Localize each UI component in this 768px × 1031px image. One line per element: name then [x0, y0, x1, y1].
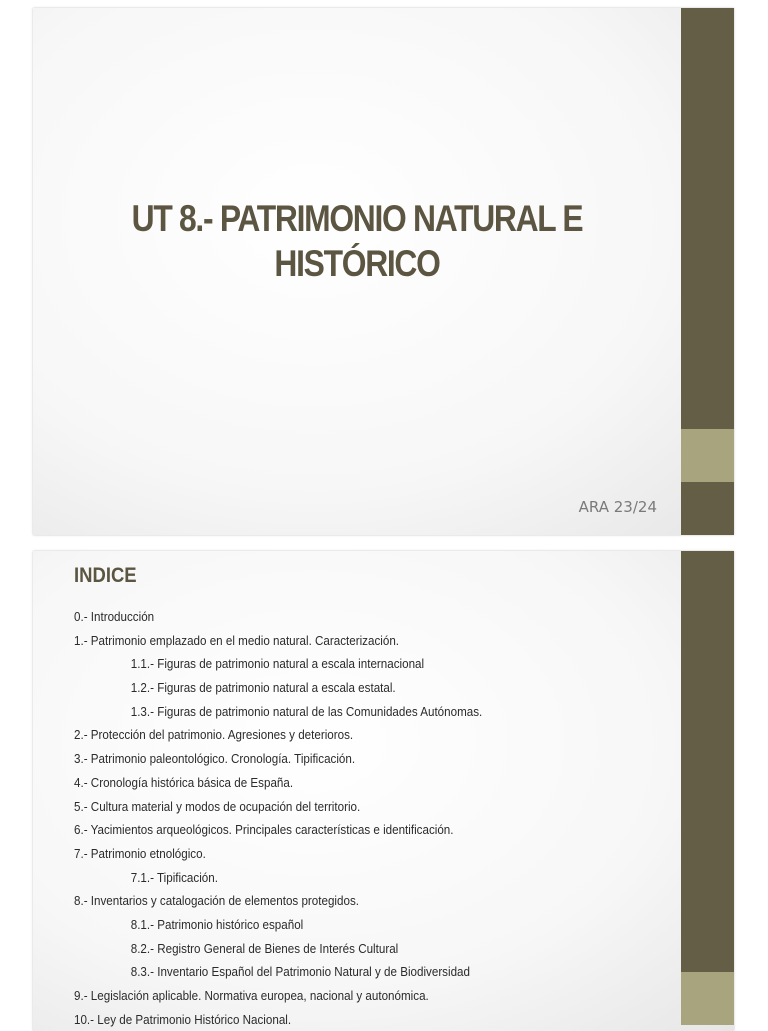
index-item: 4.- Cronología histórica básica de España. [74, 775, 294, 790]
index-item: 3.- Patrimonio paleontológico. Cronología. Tipificación. [74, 752, 356, 767]
slide-footer: ARA 23/24 [578, 498, 657, 516]
accent-bar-dark [681, 551, 734, 972]
accent-bar-dark [681, 482, 734, 535]
slide-title-line: HISTÓRICO [274, 243, 440, 284]
index-item: 5.- Cultura material y modos de ocupación del territorio. [74, 799, 361, 814]
index-item: 8.- Inventarios y catalogación de elementos protegidos. [74, 894, 359, 909]
index-item: 1.- Patrimonio emplazado en el medio natural. Caracterización. [74, 633, 400, 648]
index-slide [33, 551, 734, 1031]
title-slide [33, 8, 734, 535]
accent-bar-light [681, 429, 734, 482]
accent-bar-light [681, 972, 734, 1025]
index-list [74, 606, 513, 1031]
index-item: 0.- Introducción [74, 610, 155, 624]
index-subitem: 1.3.- Figuras de patrimonio natural de las Comunidades Autónomas. [130, 704, 483, 719]
index-subitem: 7.1.- Tipificación. [130, 870, 218, 885]
index-item: 2.- Protección del patrimonio. Agresiones y deterioros. [74, 728, 354, 743]
index-item: 10.- Ley de Patrimonio Histórico Nacional. [74, 1012, 292, 1027]
index-subitem: 8.2.- Registro General de Bienes de Interés Cultural [130, 941, 399, 956]
index-item: 7.- Patrimonio etnológico. [74, 846, 206, 861]
slide-title-line: UT 8.- PATRIMONIO NATURAL E [131, 198, 583, 239]
index-heading: INDICE [74, 564, 137, 587]
index-subitem: 8.1.- Patrimonio histórico español [130, 917, 304, 932]
index-subitem: 1.2.- Figuras de patrimonio natural a escala estatal. [130, 681, 396, 696]
accent-bar-dark [681, 8, 734, 429]
index-subitem: 1.1.- Figuras de patrimonio natural a escala internacional [130, 657, 425, 672]
index-subitem: 8.3.- Inventario Español del Patrimonio Natural y de Biodiversidad [130, 965, 470, 980]
slide-title [78, 196, 635, 286]
index-item: 6.- Yacimientos arqueológicos. Principales características e identificación. [74, 823, 454, 838]
index-item: 9.- Legislación aplicable. Normativa europea, nacional y autonómica. [74, 989, 429, 1003]
